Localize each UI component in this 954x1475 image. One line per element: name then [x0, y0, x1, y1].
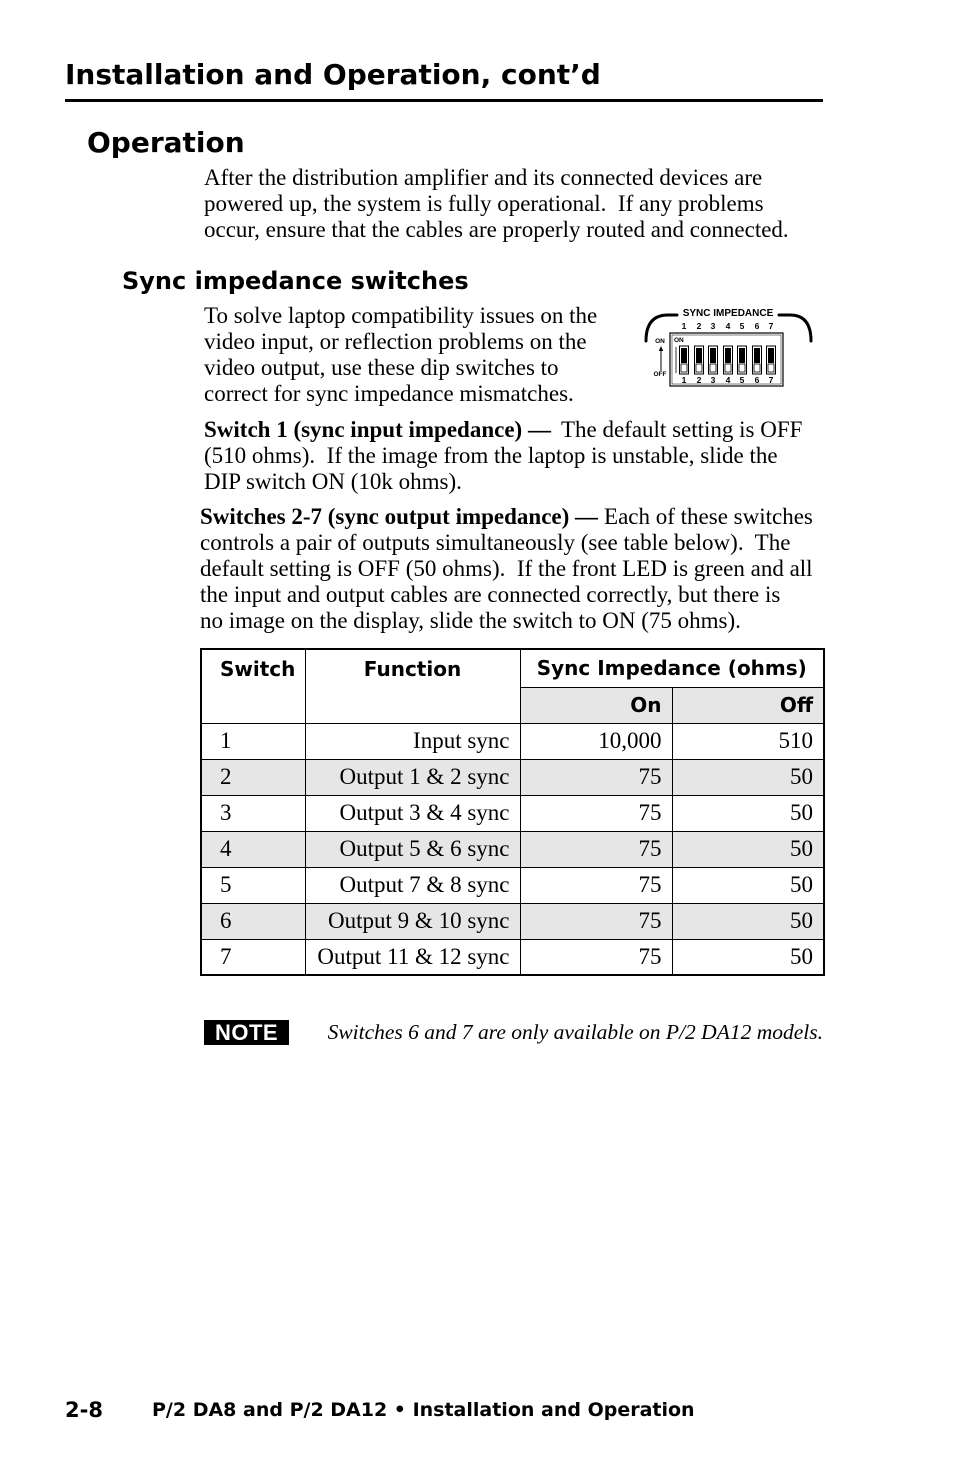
dip-switch-slider-1 [681, 364, 687, 372]
impedance-off-cell: 50 [672, 939, 824, 975]
dip-switch-slider-4 [725, 364, 731, 372]
table-row [201, 759, 824, 795]
switch-number-cell: 2 [201, 759, 305, 795]
switches2-7-line: the input and output cables are connected correctly, but there is [200, 582, 781, 607]
operation-heading: Operation [87, 126, 245, 159]
dip-number-bottom-7: 7 [768, 375, 774, 385]
function-cell: Output 3 & 4 sync [305, 795, 520, 831]
sync-impedance-heading: Sync impedance switches [122, 267, 469, 295]
switch-number-cell: 3 [201, 795, 305, 831]
dip-switch-slider-5 [739, 364, 745, 372]
table-row [201, 831, 824, 867]
dip-number-bottom-3: 3 [710, 375, 716, 385]
function-cell: Input sync [305, 723, 520, 759]
dip-bracket-right [779, 315, 811, 341]
dip-switch-track-6 [754, 348, 760, 363]
impedance-on-cell: 75 [520, 867, 672, 903]
dip-number-top-5: 5 [739, 321, 745, 331]
note-badge: NOTE [204, 1020, 289, 1045]
dip-switch-slider-7 [768, 364, 774, 372]
impedance-off-cell: 50 [672, 867, 824, 903]
operation-paragraph-line: powered up, the system is fully operational. If any problems [204, 191, 764, 216]
switch-number-cell: 5 [201, 867, 305, 903]
impedance-on-cell: 75 [520, 831, 672, 867]
switches2-7-line: default setting is OFF (50 ohms). If the front LED is green and all [200, 556, 813, 581]
header-off: Off [672, 687, 824, 723]
sync-intro-line: video input, or reflection problems on the [204, 329, 587, 354]
dip-inner-on-label: ON [674, 337, 684, 344]
dip-number-top-2: 2 [696, 321, 702, 331]
table-row [201, 903, 824, 939]
function-cell: Output 5 & 6 sync [305, 831, 520, 867]
dip-switch-track-3 [710, 348, 716, 363]
title-rule [65, 99, 823, 102]
dip-number-bottom-4: 4 [725, 375, 731, 385]
dip-number-top-7: 7 [768, 321, 774, 331]
dip-off-label: OFF [653, 371, 667, 378]
switch-number-cell: 7 [201, 939, 305, 975]
header-sync-impedance: Sync Impedance (ohms) [520, 649, 824, 687]
impedance-on-cell: 75 [520, 939, 672, 975]
dip-number-bottom-5: 5 [739, 375, 745, 385]
switch-number-cell: 6 [201, 903, 305, 939]
header-on: On [520, 687, 672, 723]
operation-paragraph-line: After the distribution amplifier and its connected devices are [204, 165, 763, 190]
up-arrow-icon [659, 346, 663, 351]
operation-paragraph-line: occur, ensure that the cables are properly routed and connected. [204, 217, 789, 242]
dip-switch-slider-2 [696, 364, 702, 372]
switches2-7-line [200, 504, 813, 530]
header-switch: Switch [201, 649, 305, 723]
table-row [201, 939, 824, 975]
dip-number-top-6: 6 [754, 321, 760, 331]
impedance-off-cell: 50 [672, 903, 824, 939]
impedance-on-cell: 75 [520, 903, 672, 939]
switches2-7-lead: Switches 2-7 (sync output impedance) — [200, 504, 599, 529]
sync-impedance-table [200, 648, 825, 976]
sync-intro-line: To solve laptop compatibility issues on the [204, 303, 598, 328]
switch1-line: (510 ohms). If the image from the laptop is unstable, slide the [204, 443, 778, 468]
dip-number-bottom-2: 2 [696, 375, 702, 385]
table-row [201, 867, 824, 903]
table-header-row [201, 649, 824, 687]
impedance-off-cell: 510 [672, 723, 824, 759]
switch1-paragraph [204, 417, 802, 495]
sync-intro-paragraph [204, 303, 597, 407]
dip-label: SYNC IMPEDANCE [682, 308, 774, 319]
header-function: Function [305, 649, 520, 723]
sync-intro-line: video output, use these dip switches to [204, 355, 559, 380]
dip-number-top-3: 3 [710, 321, 716, 331]
dip-number-top-1: 1 [681, 321, 687, 331]
switches2-7-paragraph [200, 504, 813, 634]
function-cell: Output 1 & 2 sync [305, 759, 520, 795]
dip-switch-track-4 [725, 348, 731, 363]
page-number: 2-8 [65, 1398, 103, 1422]
dip-switch-slider-3 [710, 364, 716, 372]
dip-switch-diagram [643, 305, 815, 391]
impedance-off-cell: 50 [672, 795, 824, 831]
footer-title: P/2 DA8 and P/2 DA12 • Installation and Operation [152, 1399, 695, 1421]
dip-number-bottom-1: 1 [681, 375, 687, 385]
impedance-off-cell: 50 [672, 759, 824, 795]
operation-paragraph [204, 165, 789, 243]
sync-intro-line: correct for sync impedance mismatches. [204, 381, 574, 406]
switch1-lead: Switch 1 (sync input impedance) — [204, 417, 551, 442]
section-title: Installation and Operation, cont’d [65, 58, 601, 91]
switches2-7-line: controls a pair of outputs simultaneously (see table below). The [200, 530, 791, 555]
dip-switch-track-2 [696, 348, 702, 363]
dip-on-label: ON [655, 338, 665, 345]
table-row [201, 723, 824, 759]
note-text: Switches 6 and 7 are only available on P/2 DA12 models. [327, 1020, 823, 1044]
impedance-off-cell: 50 [672, 831, 824, 867]
function-cell: Output 9 & 10 sync [305, 903, 520, 939]
table-row [201, 795, 824, 831]
switch1-line [204, 417, 802, 443]
impedance-on-cell: 10,000 [520, 723, 672, 759]
impedance-on-cell: 75 [520, 759, 672, 795]
dip-number-bottom-6: 6 [754, 375, 760, 385]
switch-number-cell: 1 [201, 723, 305, 759]
dip-switch-track-7 [768, 348, 774, 363]
dip-number-top-4: 4 [725, 321, 731, 331]
dip-switch-track-5 [739, 348, 745, 363]
function-cell: Output 11 & 12 sync [305, 939, 520, 975]
function-cell: Output 7 & 8 sync [305, 867, 520, 903]
dip-switch-slider-6 [754, 364, 760, 372]
switches2-7-text: Each of these switches [604, 504, 813, 529]
dip-switch-track-1 [681, 348, 687, 363]
switch1-text: The default setting is OFF [560, 417, 803, 442]
switch-number-cell: 4 [201, 831, 305, 867]
impedance-on-cell: 75 [520, 795, 672, 831]
table-body [201, 723, 824, 975]
switch1-line: DIP switch ON (10k ohms). [204, 469, 462, 494]
switches2-7-line: no image on the display, slide the switch to ON (75 ohms). [200, 608, 741, 633]
